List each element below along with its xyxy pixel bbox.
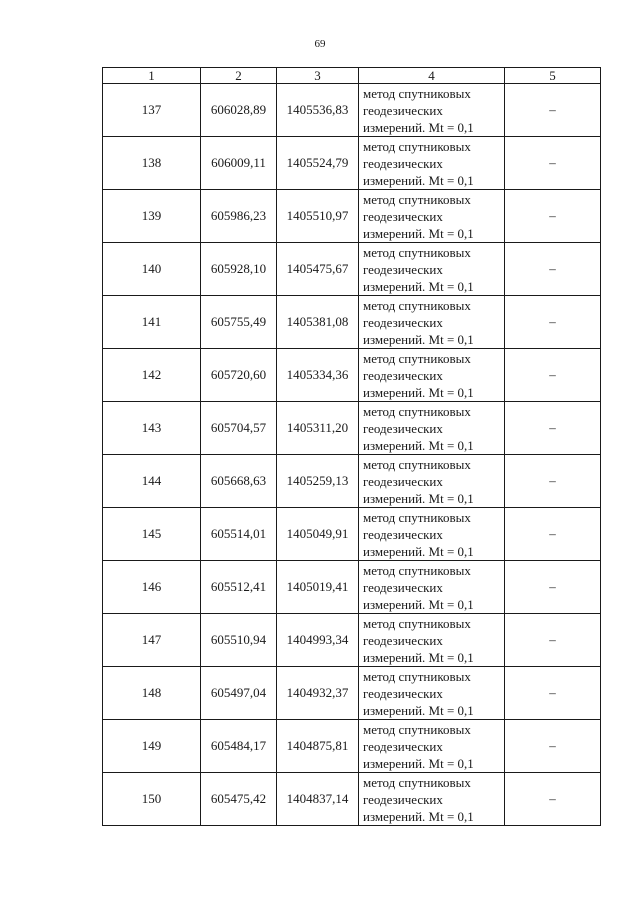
y-coordinate-cell: 1405019,41 (277, 561, 359, 614)
note-cell: – (505, 773, 601, 826)
method-line: измерений. Mt = 0,1 (363, 278, 474, 294)
y-coordinate-cell: 1405510,97 (277, 190, 359, 243)
method-cell (359, 455, 505, 508)
method-line: измерений. Mt = 0,1 (363, 596, 474, 612)
y-coordinate-cell: 1404837,14 (277, 773, 359, 826)
method-line: геодезических (363, 420, 443, 436)
y-coordinate-cell: 1405381,08 (277, 296, 359, 349)
column-header-5: 5 (505, 68, 601, 84)
method-line: метод спутниковых (363, 509, 471, 525)
method-line: геодезических (363, 102, 443, 118)
x-coordinate-cell: 606028,89 (201, 84, 277, 137)
y-coordinate-cell: 1405524,79 (277, 137, 359, 190)
point-number-cell: 142 (103, 349, 201, 402)
method-cell (359, 243, 505, 296)
method-line: измерений. Mt = 0,1 (363, 808, 474, 824)
y-coordinate-cell: 1405536,83 (277, 84, 359, 137)
y-coordinate-cell: 1405475,67 (277, 243, 359, 296)
x-coordinate-cell: 605704,57 (201, 402, 277, 455)
table-row (103, 773, 601, 826)
table-header-row (103, 68, 601, 84)
table-row (103, 137, 601, 190)
method-line: измерений. Mt = 0,1 (363, 384, 474, 400)
x-coordinate-cell: 605497,04 (201, 667, 277, 720)
x-coordinate-cell: 605512,41 (201, 561, 277, 614)
method-line: измерений. Mt = 0,1 (363, 702, 474, 718)
y-coordinate-cell: 1404993,34 (277, 614, 359, 667)
column-header-1: 1 (103, 68, 201, 84)
method-cell (359, 84, 505, 137)
table-row (103, 296, 601, 349)
method-cell (359, 561, 505, 614)
method-cell (359, 296, 505, 349)
method-cell (359, 667, 505, 720)
table-row (103, 720, 601, 773)
point-number-cell: 146 (103, 561, 201, 614)
table-row (103, 190, 601, 243)
method-line: геодезических (363, 526, 443, 542)
method-cell (359, 720, 505, 773)
method-cell (359, 402, 505, 455)
point-number-cell: 139 (103, 190, 201, 243)
table-row (103, 508, 601, 561)
y-coordinate-cell: 1405259,13 (277, 455, 359, 508)
note-cell: – (505, 190, 601, 243)
x-coordinate-cell: 605986,23 (201, 190, 277, 243)
note-cell: – (505, 720, 601, 773)
method-line: геодезических (363, 314, 443, 330)
table-row (103, 667, 601, 720)
column-header-3: 3 (277, 68, 359, 84)
x-coordinate-cell: 605514,01 (201, 508, 277, 561)
method-line: метод спутниковых (363, 403, 471, 419)
table-row (103, 402, 601, 455)
method-line: измерений. Mt = 0,1 (363, 543, 474, 559)
note-cell: – (505, 561, 601, 614)
note-cell: – (505, 508, 601, 561)
note-cell: – (505, 402, 601, 455)
point-number-cell: 149 (103, 720, 201, 773)
note-cell: – (505, 84, 601, 137)
table-row (103, 455, 601, 508)
page-number: 69 (314, 38, 326, 50)
method-cell (359, 508, 505, 561)
x-coordinate-cell: 605928,10 (201, 243, 277, 296)
method-line: метод спутниковых (363, 350, 471, 366)
method-line: метод спутниковых (363, 668, 471, 684)
method-line: измерений. Mt = 0,1 (363, 649, 474, 665)
y-coordinate-cell: 1405049,91 (277, 508, 359, 561)
method-line: геодезических (363, 367, 443, 383)
point-number-cell: 145 (103, 508, 201, 561)
point-number-cell: 150 (103, 773, 201, 826)
note-cell: – (505, 296, 601, 349)
point-number-cell: 147 (103, 614, 201, 667)
method-line: геодезических (363, 791, 443, 807)
method-line: измерений. Mt = 0,1 (363, 755, 474, 771)
x-coordinate-cell: 605720,60 (201, 349, 277, 402)
y-coordinate-cell: 1405311,20 (277, 402, 359, 455)
point-number-cell: 141 (103, 296, 201, 349)
y-coordinate-cell: 1404875,81 (277, 720, 359, 773)
method-line: геодезических (363, 208, 443, 224)
method-line: метод спутниковых (363, 774, 471, 790)
point-number-cell: 144 (103, 455, 201, 508)
note-cell: – (505, 614, 601, 667)
method-cell (359, 137, 505, 190)
table-row (103, 84, 601, 137)
x-coordinate-cell: 605668,63 (201, 455, 277, 508)
method-line: метод спутниковых (363, 191, 471, 207)
method-line: измерений. Mt = 0,1 (363, 225, 474, 241)
point-number-cell: 148 (103, 667, 201, 720)
method-line: метод спутниковых (363, 85, 471, 101)
method-line: измерений. Mt = 0,1 (363, 119, 474, 135)
table-row (103, 561, 601, 614)
coordinates-table (102, 67, 601, 826)
x-coordinate-cell: 606009,11 (201, 137, 277, 190)
method-line: геодезических (363, 473, 443, 489)
x-coordinate-cell: 605475,42 (201, 773, 277, 826)
method-line: измерений. Mt = 0,1 (363, 172, 474, 188)
note-cell: – (505, 667, 601, 720)
column-header-4: 4 (359, 68, 505, 84)
method-line: геодезических (363, 632, 443, 648)
method-line: метод спутниковых (363, 721, 471, 737)
method-cell (359, 190, 505, 243)
method-cell (359, 614, 505, 667)
method-line: геодезических (363, 155, 443, 171)
note-cell: – (505, 137, 601, 190)
method-cell (359, 349, 505, 402)
method-line: измерений. Mt = 0,1 (363, 437, 474, 453)
method-line: метод спутниковых (363, 562, 471, 578)
method-line: метод спутниковых (363, 138, 471, 154)
x-coordinate-cell: 605755,49 (201, 296, 277, 349)
column-header-2: 2 (201, 68, 277, 84)
method-line: метод спутниковых (363, 456, 471, 472)
note-cell: – (505, 349, 601, 402)
x-coordinate-cell: 605510,94 (201, 614, 277, 667)
method-line: геодезических (363, 261, 443, 277)
x-coordinate-cell: 605484,17 (201, 720, 277, 773)
point-number-cell: 137 (103, 84, 201, 137)
point-number-cell: 143 (103, 402, 201, 455)
method-line: геодезических (363, 579, 443, 595)
method-line: измерений. Mt = 0,1 (363, 490, 474, 506)
method-line: метод спутниковых (363, 244, 471, 260)
method-line: геодезических (363, 685, 443, 701)
point-number-cell: 140 (103, 243, 201, 296)
method-cell (359, 773, 505, 826)
table-row (103, 243, 601, 296)
y-coordinate-cell: 1405334,36 (277, 349, 359, 402)
method-line: метод спутниковых (363, 297, 471, 313)
point-number-cell: 138 (103, 137, 201, 190)
method-line: метод спутниковых (363, 615, 471, 631)
note-cell: – (505, 455, 601, 508)
table-row (103, 349, 601, 402)
table-row (103, 614, 601, 667)
method-line: измерений. Mt = 0,1 (363, 331, 474, 347)
y-coordinate-cell: 1404932,37 (277, 667, 359, 720)
note-cell: – (505, 243, 601, 296)
method-line: геодезических (363, 738, 443, 754)
